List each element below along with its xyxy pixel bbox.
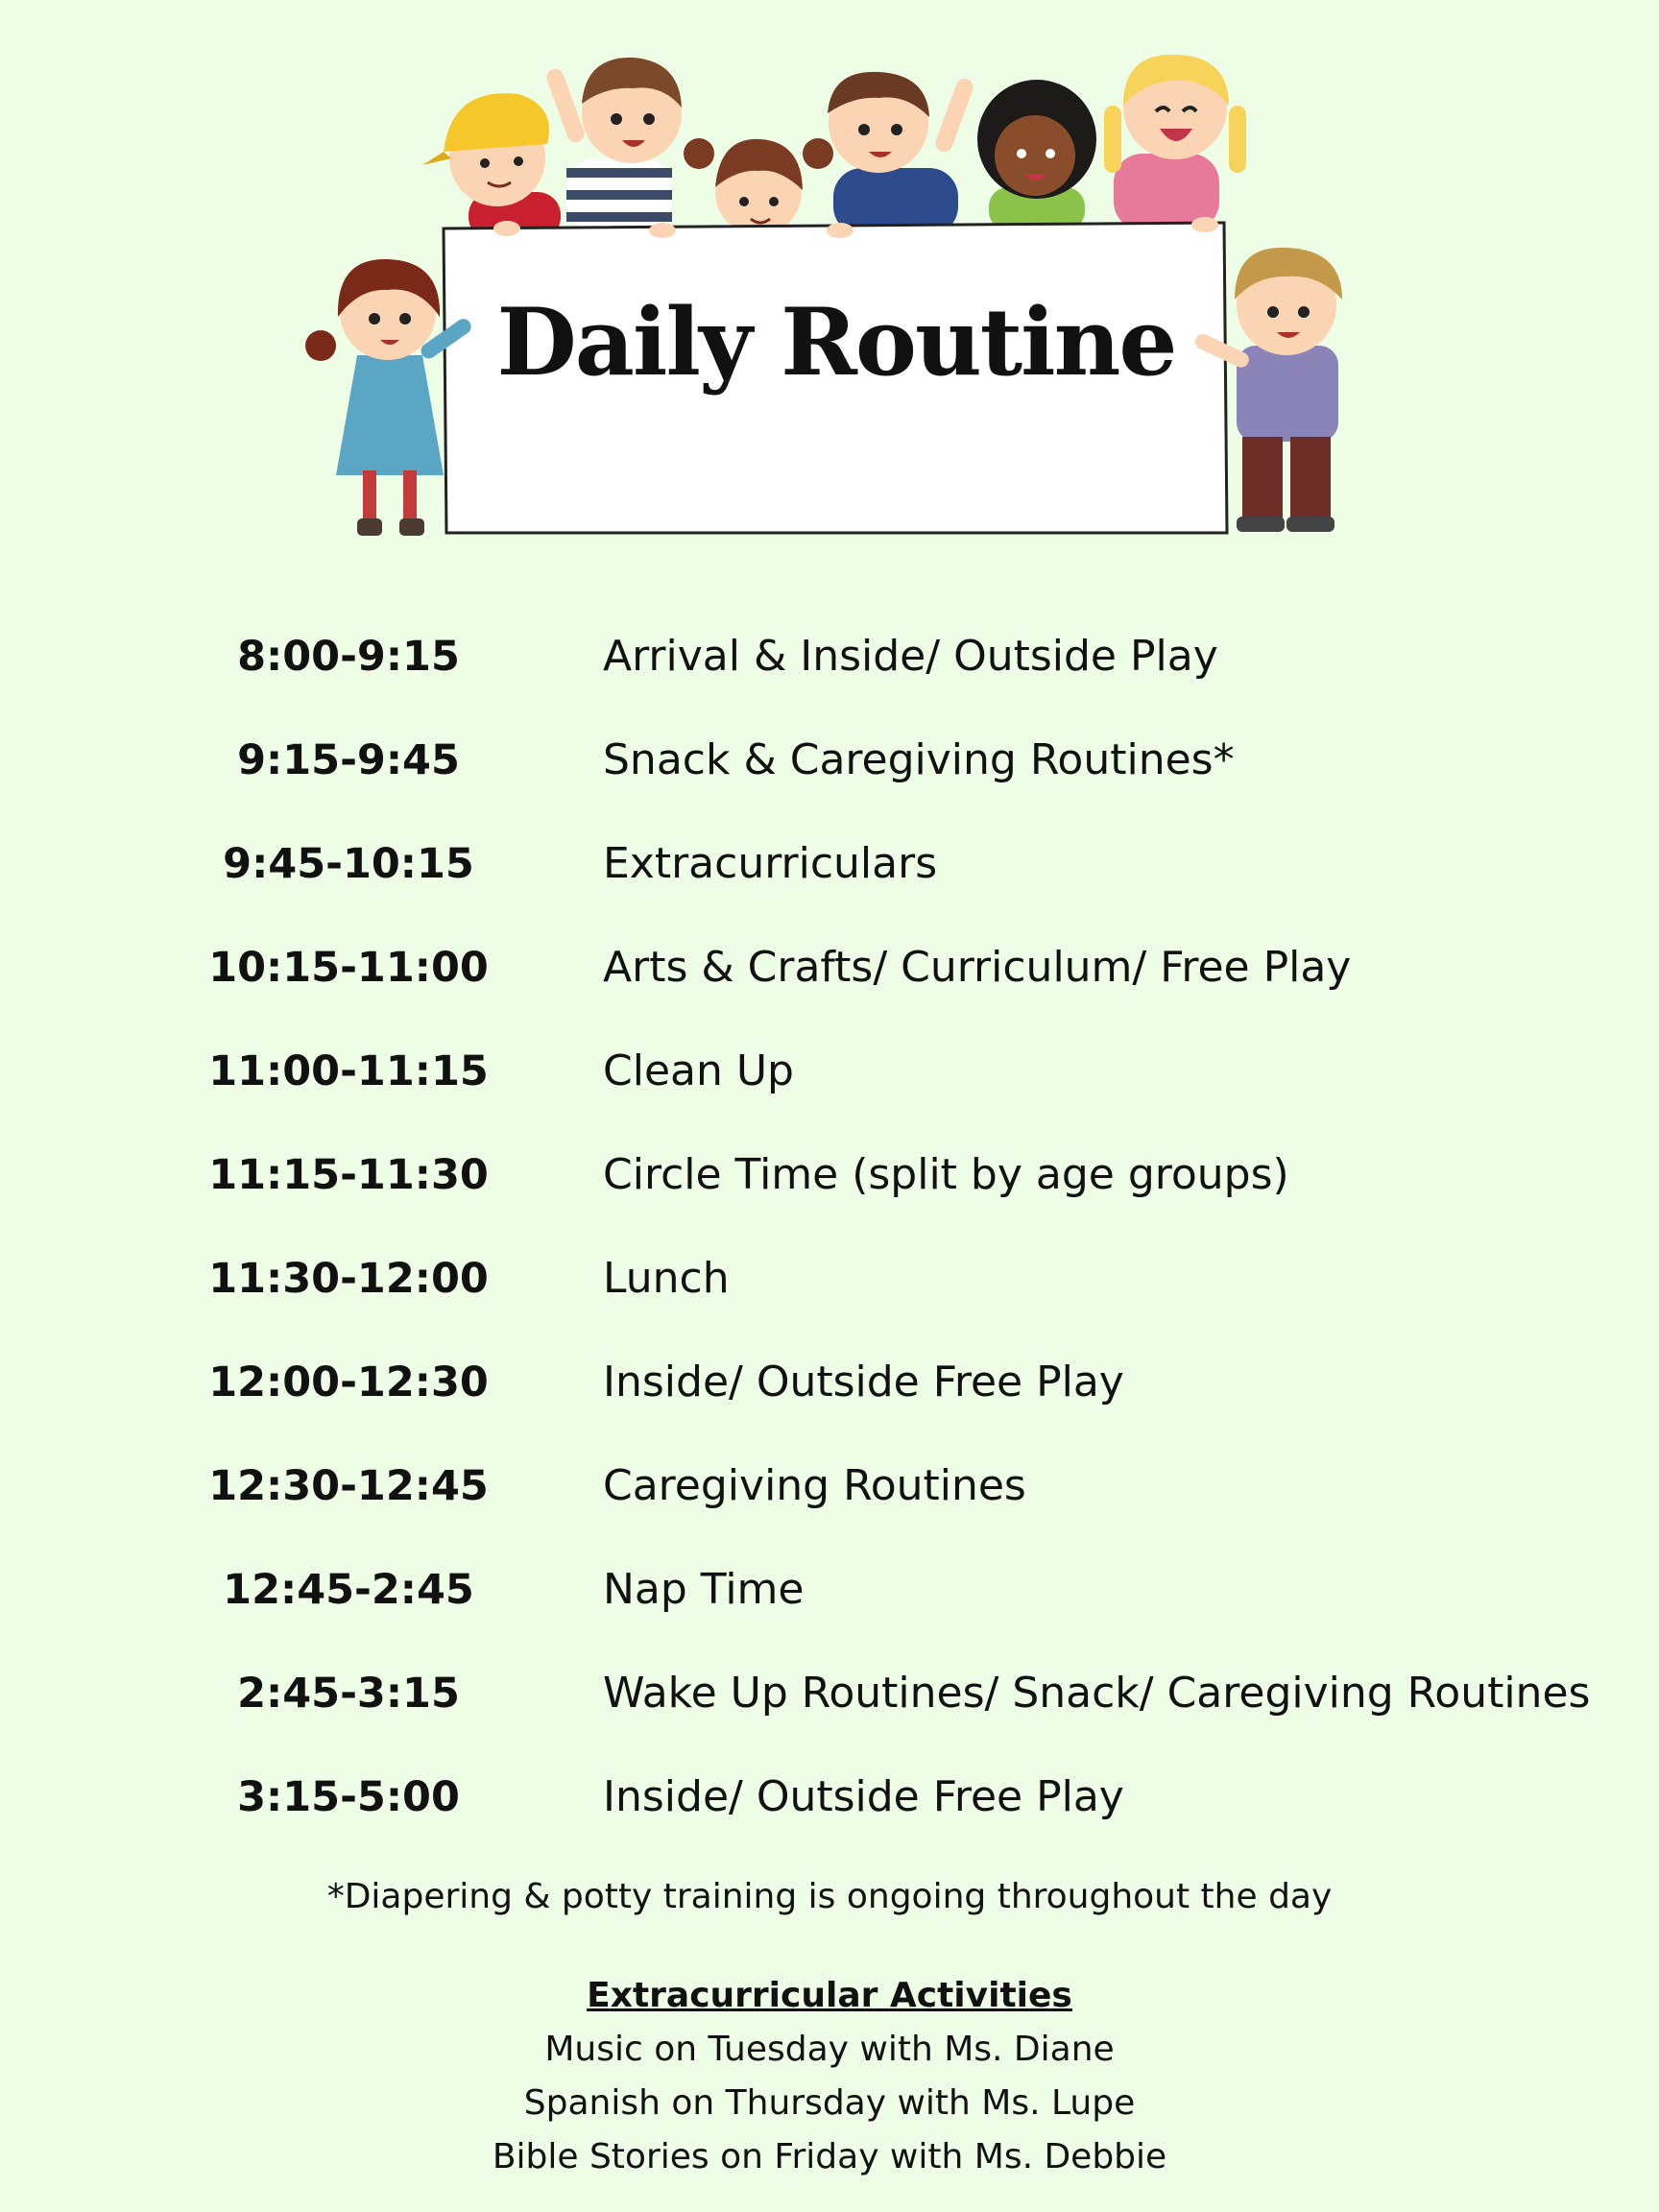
schedule-time: 3:15-5:00	[237, 1773, 460, 1821]
schedule-activity: Lunch	[603, 1254, 730, 1303]
schedule-activity: Clean Up	[603, 1046, 794, 1095]
extracurricular-item: Spanish on Thursday with Ms. Lupe	[523, 2083, 1136, 2123]
schedule-time: 11:00-11:15	[208, 1047, 489, 1095]
schedule-row	[0, 1250, 1659, 1308]
schedule-row	[0, 628, 1659, 685]
kid-blue-shirt-illustration	[828, 72, 975, 235]
schedule-time: 10:15-11:00	[208, 944, 489, 992]
schedule-row	[0, 1457, 1659, 1515]
schedule-time: 12:30-12:45	[208, 1462, 489, 1510]
schedule-row	[0, 835, 1659, 893]
schedule-activity: Circle Time (split by age groups)	[603, 1150, 1289, 1199]
schedule-activity: Caregiving Routines	[603, 1461, 1026, 1510]
kid-yellow-cap-illustration	[422, 93, 561, 240]
schedule-row	[0, 1043, 1659, 1100]
schedule-time: 11:15-11:30	[208, 1151, 489, 1199]
schedule-time: 9:45-10:15	[223, 840, 474, 888]
schedule-time: 11:30-12:00	[208, 1255, 489, 1303]
schedule-activity: Nap Time	[603, 1565, 805, 1614]
schedule-row	[0, 1665, 1659, 1722]
extracurricular-item: Bible Stories on Friday with Ms. Debbie	[492, 2137, 1167, 2176]
schedule-time: 12:00-12:30	[208, 1358, 489, 1407]
kid-pigtails-illustration	[684, 138, 833, 235]
kid-curly-hair-illustration	[977, 80, 1096, 230]
schedule-row	[0, 732, 1659, 789]
schedule-time: 12:45-2:45	[223, 1566, 474, 1614]
schedule-row	[0, 1146, 1659, 1204]
extracurricular-heading: Extracurricular Activities	[587, 1976, 1072, 2015]
schedule-row	[0, 939, 1659, 997]
schedule-row	[0, 1354, 1659, 1411]
schedule-time: 2:45-3:15	[237, 1670, 460, 1718]
schedule-time: 9:15-9:45	[237, 736, 460, 784]
schedule-activity: Inside/ Outside Free Play	[603, 1772, 1124, 1821]
schedule-time: 8:00-9:15	[237, 633, 460, 681]
schedule-activity: Arts & Crafts/ Curriculum/ Free Play	[603, 943, 1352, 992]
extracurricular-item: Music on Tuesday with Ms. Diane	[544, 2030, 1115, 2069]
footnote: *Diapering & potty training is ongoing throughout the day	[326, 1877, 1333, 1916]
kid-striped-shirt-illustration	[544, 58, 682, 230]
schedule-activity: Snack & Caregiving Routines*	[603, 735, 1235, 784]
schedule-row	[0, 1561, 1659, 1619]
page-title: Daily Routine	[496, 288, 1176, 397]
schedule-activity: Extracurriculars	[603, 839, 938, 888]
schedule-row	[0, 1768, 1659, 1826]
kid-blonde-girl-illustration	[1104, 55, 1246, 230]
schedule-activity: Inside/ Outside Free Play	[603, 1358, 1124, 1407]
schedule-activity: Wake Up Routines/ Snack/ Caregiving Routines	[603, 1669, 1591, 1718]
schedule-activity: Arrival & Inside/ Outside Play	[603, 632, 1218, 681]
